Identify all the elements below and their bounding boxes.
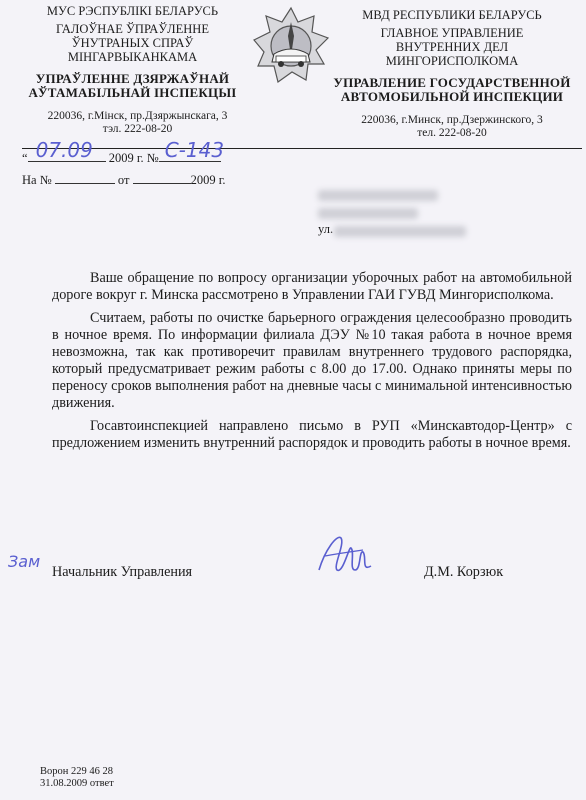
document-date-line — [22, 138, 225, 166]
header-divider — [22, 148, 582, 149]
header-right — [318, 8, 586, 140]
ot-year: 2009 г. — [190, 173, 226, 187]
body-paragraph-3: Госавтоинспекцией направлено письмо в РУП «Минскавтодор-Центр» с предложением изменить внутренний распорядок и проводить работы в ночное время. — [52, 418, 572, 451]
header-left-line1: МУС РЭСПУБЛІКІ БЕЛАРУСЬ — [46, 4, 219, 18]
header-right-line4: МИНГОРИСПОЛКОМА — [385, 54, 519, 68]
header-right-phone: тел. 222-08-20 — [417, 127, 487, 139]
header-right-address: 220036, г.Минск, пр.Дзержинского, 3 — [361, 114, 543, 126]
recipient-city-redacted — [318, 208, 418, 219]
header-left-title2: АЎТАМАБІЛЬНАЙ ІНСПЕКЦЫІ — [28, 85, 237, 100]
executor-line1: Ворон 229 46 28 — [40, 766, 113, 777]
na-field — [55, 172, 115, 184]
handwritten-deputy-prefix: Зам — [8, 552, 41, 571]
header-left-line4: МІНГАРВЫКАНКАМА — [67, 50, 198, 64]
recipient-street-redacted — [334, 226, 466, 237]
header-left-phone: тэл. 222-08-20 — [102, 123, 173, 135]
header-left-line2: ГАЛОЎНАЕ ЎПРАЎЛЕННЕ — [56, 22, 209, 36]
header-right-title2: АВТОМОБИЛЬНОЙ ИНСПЕКЦИИ — [340, 89, 564, 104]
number-field — [159, 138, 225, 162]
header-left — [0, 4, 265, 136]
body-paragraph-2: Считаем, работы по очистке барьерного ограждения целесообразно проводить в ночное время. По информации филиала ДЭУ №10 такая работа в ночное время невозможна, так как противоречит правилам внутреннего трудового распорядка, который предусматривает режим работы с 8.00 до 17.00. Однако приняты меры по переносу сроков выполнения работ на дневные часы с минимальной интенсивностью движения. — [52, 310, 572, 411]
header-right-line1: МВД РЕСПУБЛИКИ БЕЛАРУСЬ — [362, 8, 542, 22]
header-left-address: 220036, г.Мінск, пр.Дзяржынскага, 3 — [47, 110, 228, 122]
letter-body — [52, 270, 572, 452]
executor-note — [40, 766, 114, 790]
header-right-line2: ГЛАВНОЕ УПРАВЛЕНИЕ — [380, 26, 524, 40]
year-and-number-label: 2009 г. № — [108, 151, 159, 165]
executor-line2: 31.08.2009 ответ — [40, 778, 114, 789]
na-label: На № — [22, 173, 52, 187]
body-paragraph-1: Ваше обращение по вопросу организации уборочных работ на автомобильной дороге вокруг г. Минска рассмотрено в Управлении ГАИ ГУВД Мингорисполкома. — [52, 270, 572, 303]
handwritten-number: С-143 — [164, 138, 225, 162]
recipient-street-prefix: ул. — [318, 222, 334, 236]
reference-line — [22, 172, 226, 188]
recipient-name-redacted — [318, 190, 438, 201]
header-right-line3: ВНУТРЕННИХ ДЕЛ — [395, 40, 509, 54]
quote-mark: “ — [22, 151, 28, 165]
header-left-title1: УПРАЎЛЕННЕ ДЗЯРЖАЎНАЙ — [35, 71, 230, 86]
ot-label: от — [117, 173, 130, 187]
ot-field — [133, 172, 191, 184]
date-field — [28, 138, 106, 162]
signatory-position: Начальник Управления — [52, 564, 193, 580]
signatory-name: Д.М. Корзюк — [424, 564, 504, 580]
handwritten-signature — [315, 530, 377, 580]
header-right-title1: УПРАВЛЕНИЕ ГОСУДАРСТВЕННОЙ — [333, 75, 571, 90]
header-left-line3: ЎНУТРАНЫХ СПРАЎ — [71, 36, 194, 50]
handwritten-date: 07.09 — [35, 138, 93, 162]
